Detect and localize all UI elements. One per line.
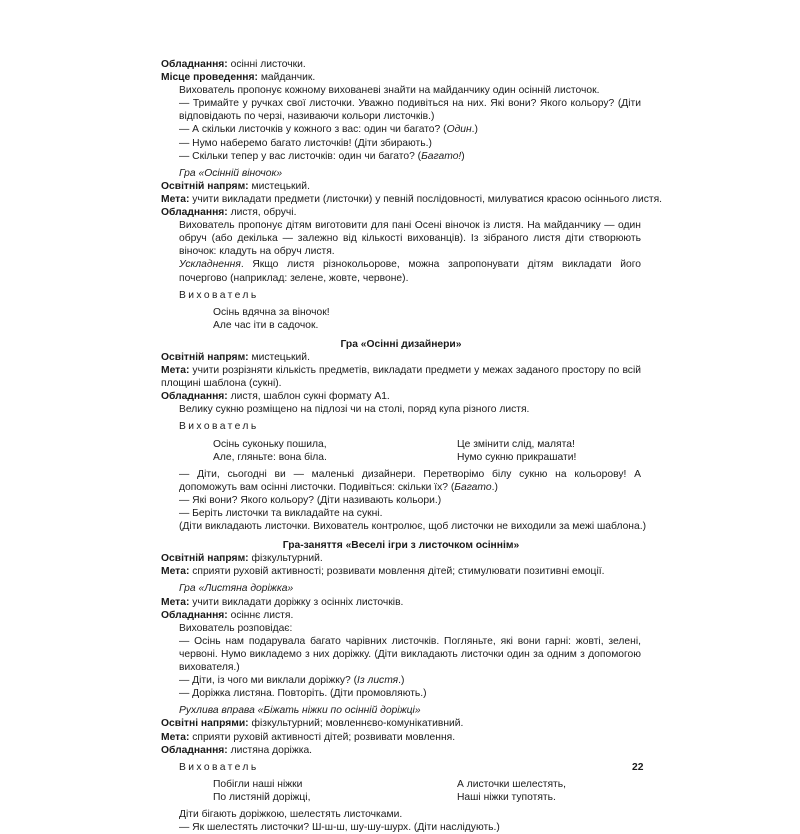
paragraph: — Як шелестять листочки? Ш-ш-ш, шу-шу-шурх. (Діти наслідують.) (179, 822, 500, 834)
italic-answer: Багато! (421, 150, 462, 162)
paragraph (161, 468, 641, 494)
poem-line: Нумо сукню прикрашати! (457, 451, 577, 463)
text-run: .) (398, 675, 405, 687)
poem-block (161, 778, 641, 804)
text-run: — А скільки листочків у кожного з вас: один чи багато? ( (179, 124, 447, 136)
field-line (161, 744, 641, 757)
field-label: Освітній напрям: (161, 351, 249, 363)
paragraph: Вихователь пропонує кожному вихованеві знайти на майданчику один осінній листочок. (179, 85, 600, 97)
field-label: Обладнання: (161, 744, 228, 756)
field-text: фізкультурний; мовленнєво-комунікативний. (248, 718, 464, 730)
field-line (161, 180, 641, 193)
field-label: Обладнання: (161, 609, 228, 621)
poem-column-right (457, 438, 576, 464)
field-text: сприяти руховій активності дітей; розвивати мовлення. (189, 731, 456, 743)
poem-line: Побігли наші ніжки (213, 778, 303, 790)
text-run: . Якщо листя різнокольорове, можна запропонувати дітям викладати його почергово (наприклад: зелене, жовте, червоне). (179, 259, 641, 284)
poem-line: Але час іти в садочок. (213, 319, 319, 331)
field-text: осінні листочки. (227, 59, 306, 70)
field-line (161, 565, 641, 578)
field-line (161, 351, 641, 364)
field-label: Освітній напрям: (161, 553, 249, 565)
page-content (161, 58, 663, 834)
subsection-title: Гра «Листяна доріжка» (179, 583, 294, 595)
italic-answer: Ускладнення (179, 259, 241, 271)
poem-block (161, 438, 641, 464)
poem-column (213, 306, 457, 332)
field-label: Освітній напрям: (161, 180, 249, 192)
italic-answer: Із листя (357, 675, 399, 687)
field-label: Обладнання: (161, 207, 228, 219)
text-run: ) (461, 150, 465, 162)
field-line (161, 206, 641, 219)
paragraph: Вихователь розповідає: (179, 622, 293, 634)
field-text: листяна доріжка. (227, 744, 313, 756)
field-line (161, 58, 641, 71)
field-text: учити розрізняти кількість предметів, викладати предмети у межах заданого простору по всій площині шаблона (сукні). (161, 365, 641, 390)
field-text: сприяти руховій активності; розвивати мовлення дітей; стимулювати позитивні емоції. (189, 566, 605, 578)
paragraph: — Які вони? Якого кольору? (Діти називають кольори.) (179, 494, 442, 506)
poem-column-left (213, 778, 457, 804)
paragraph: Діти бігають доріжкою, шелестять листочками. (179, 808, 403, 820)
paragraph (161, 258, 641, 284)
paragraph: — Беріть листочки та викладайте на сукні. (179, 508, 383, 519)
field-text: фізкультурний. (248, 553, 323, 565)
field-label: Обладнання: (161, 391, 228, 403)
field-label: Мета: (161, 731, 190, 743)
field-line (161, 596, 641, 609)
speaker-label: Вихователь (179, 761, 259, 773)
poem-line: А листочки шелестять, (457, 778, 566, 790)
paragraph: Велику сукню розміщено на підлозі чи на столі, поряд купа різного листя. (179, 404, 530, 416)
text-run: .) (471, 124, 478, 136)
text-run: .) (491, 481, 498, 493)
poem-line: Осінь вдячна за віночок! (213, 306, 330, 318)
field-label: Місце проведення: (161, 72, 258, 84)
text-run: — Скільки тепер у вас листочків: один чи багато? ( (179, 150, 422, 162)
subsection-title: Рухлива вправа «Біжать ніжки по осінній доріжці» (179, 705, 421, 717)
paragraph: — Доріжка листяна. Повторіть. (Діти промовляють.) (179, 688, 427, 700)
paragraph (161, 123, 641, 136)
field-label: Обладнання: (161, 59, 228, 70)
field-label: Мета: (161, 193, 190, 205)
field-line (161, 390, 641, 403)
speaker-label: Вихователь (179, 421, 259, 433)
field-line (161, 193, 663, 206)
paragraph: — Осінь нам подарувала багато чарівних листочків. Погляньте, які вони гарні: жовті, зелені, червоні. Нумо викладемо з них доріжку. (Діти викладають листочки один за одним з допомогою вихователя.) (179, 635, 641, 674)
field-line (161, 71, 641, 84)
text-run: — Діти, із чого ми виклали доріжку? ( (179, 675, 357, 687)
paragraph: (Діти викладають листочки. Вихователь контролює, щоб листочки не виходили за межі шаблона.) (179, 521, 647, 533)
speaker-label: Вихователь (179, 289, 259, 301)
field-line (161, 717, 641, 730)
paragraph (161, 674, 641, 687)
poem-line: Наші ніжки тупотять. (457, 791, 556, 803)
poem-line: Осінь суконьку пошила, (213, 438, 327, 450)
field-text: мистецький. (248, 180, 310, 192)
text-run: — Діти, сьогодні ви — маленькі дизайнери. Перетворімо білу сукню на кольорову! А допоможуть вам осінні листочки. Подивіться: скільки їх? ( (179, 468, 641, 493)
field-line (161, 609, 641, 622)
section-heading: Гра «Осінні дизайнери» (340, 338, 462, 350)
field-label: Мета: (161, 365, 190, 377)
poem-column-left (213, 438, 457, 464)
field-line (161, 364, 641, 390)
poem-block (161, 306, 641, 332)
field-text: учити викладати предмети (листочки) у певній послідовності, милуватися красою осіннього листя. (189, 193, 663, 205)
italic-answer: Один (446, 124, 472, 136)
poem-column-right (457, 778, 566, 804)
paragraph: — Тримайте у ручках свої листочки. Уважно подивіться на них. Які вони? Якого кольору? (Діти відповідають по черзі, називаючи кольори листочків.) (179, 98, 641, 123)
paragraph: Вихователь пропонує дітям виготовити для пані Осені віночок із листя. На майданчику — один обруч (або декілька — залежно від кількості вихованців). Із зібраного листя діти створюють віночок: кладуть на обруч листя. (179, 220, 641, 258)
section-heading: Гра-заняття «Веселі ігри з листочком осіннім» (282, 540, 520, 552)
field-label: Мета: (161, 596, 190, 608)
field-line (161, 552, 641, 565)
italic-answer: Багато (454, 481, 492, 493)
paragraph (161, 150, 641, 163)
poem-line: Це змінити слід, малята! (457, 438, 575, 450)
field-line (161, 731, 641, 744)
page-number: 22 (632, 762, 644, 773)
field-text: осіннє листя. (227, 609, 294, 621)
subsection-title: Гра «Осінній віночок» (179, 167, 283, 179)
field-label: Освітні напрями: (161, 718, 249, 730)
paragraph: — Нумо наберемо багато листочків! (Діти збирають.) (179, 137, 432, 149)
field-text: листя, обручі. (227, 207, 297, 219)
field-text: учити викладати доріжку з осінніх листочків. (189, 596, 404, 608)
field-text: мистецький. (248, 351, 310, 363)
field-label: Мета: (161, 566, 190, 578)
field-text: майданчик. (257, 72, 316, 84)
field-text: листя, шаблон сукні формату А1. (227, 391, 390, 403)
poem-line: По листяній доріжці, (213, 791, 311, 803)
poem-line: Але, гляньте: вона біла. (213, 451, 327, 463)
